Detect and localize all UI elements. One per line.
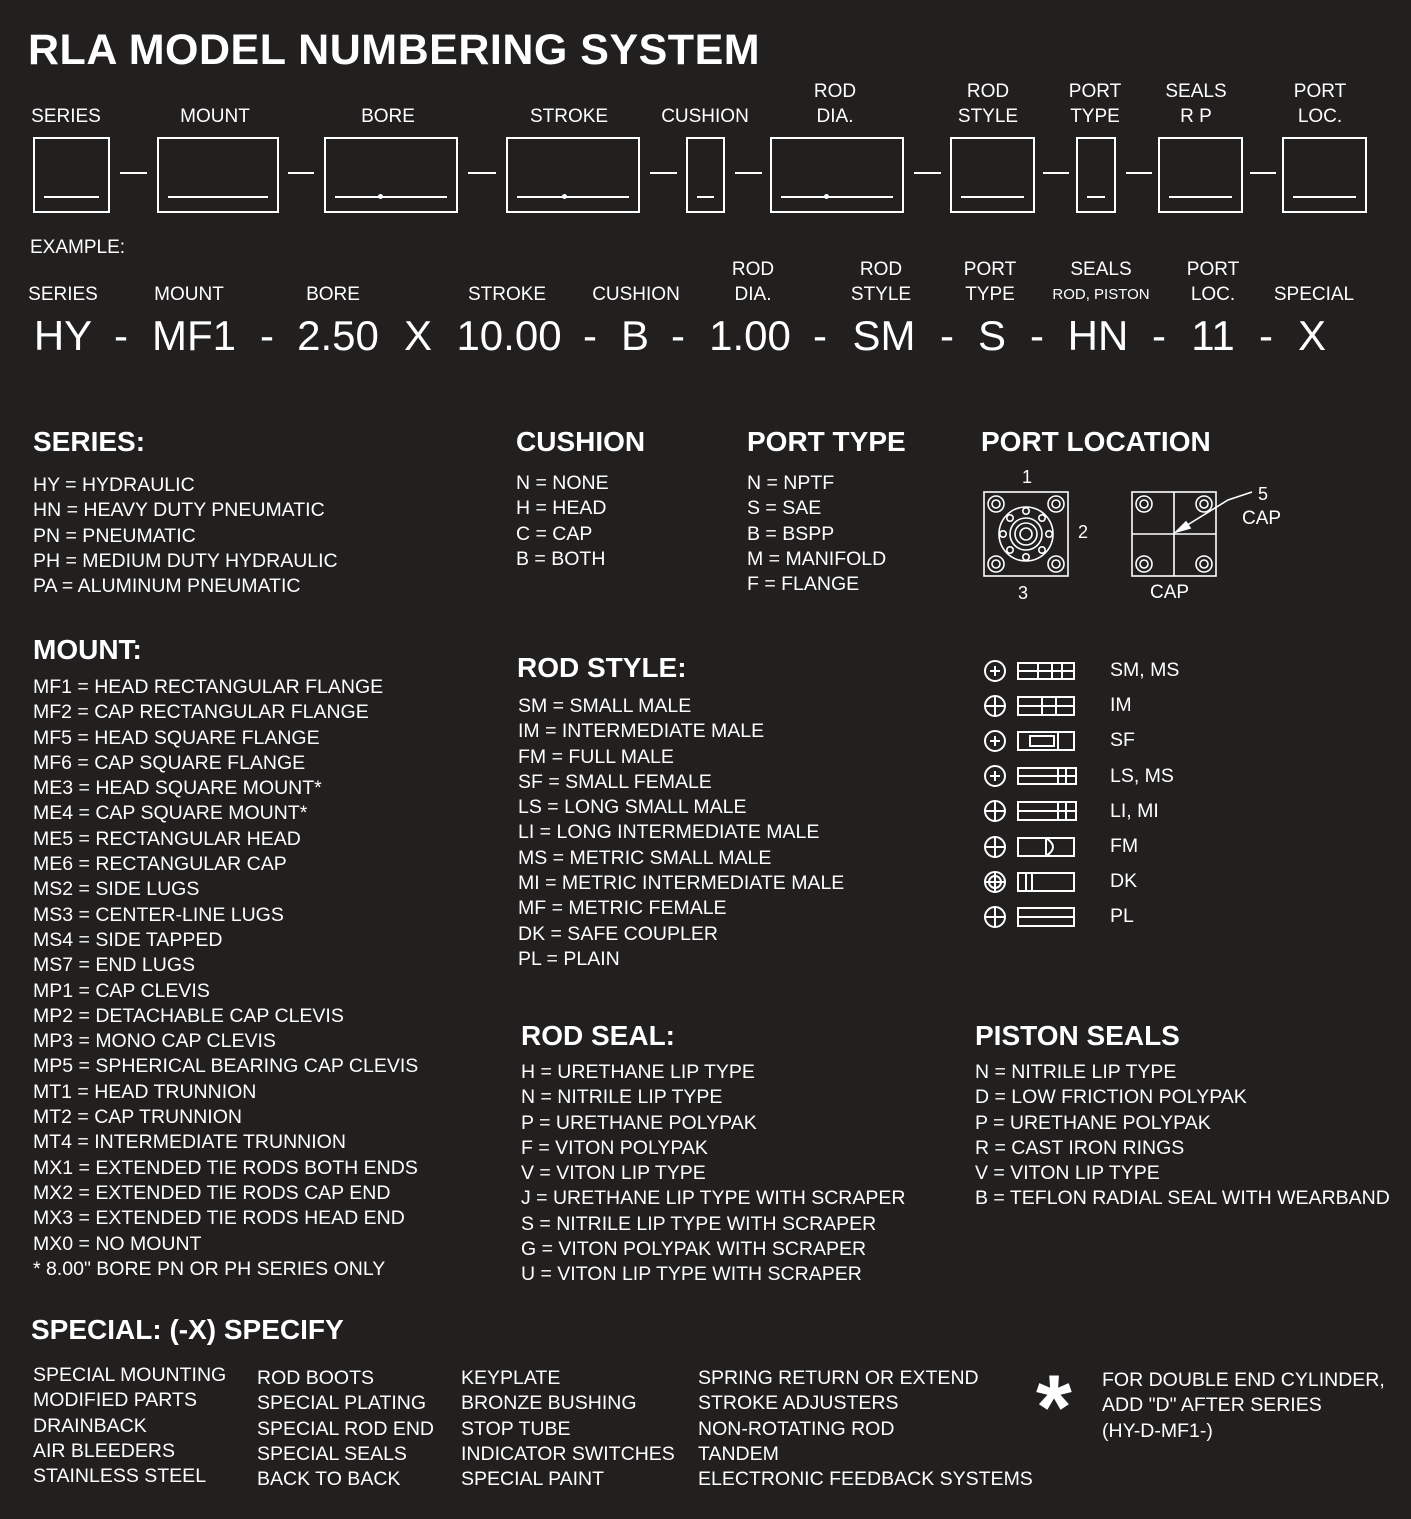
list-item: SPRING RETURN OR EXTEND [698, 1367, 979, 1389]
list-item: V = VITON LIP TYPE [975, 1162, 1160, 1185]
rod-diagram-row [982, 899, 1179, 934]
list-item: MX1 = EXTENDED TIE RODS BOTH ENDS [33, 1156, 418, 1179]
list-item: MS = METRIC SMALL MALE [518, 846, 772, 869]
rod-diagram-row [982, 653, 1179, 688]
bore-box [324, 137, 458, 213]
template-label: BORE [361, 106, 415, 127]
rod-diagram-label: SF [1110, 729, 1135, 752]
example-dash: - [260, 312, 274, 359]
list-item: PL = PLAIN [518, 947, 620, 970]
list-item: MF2 = CAP RECTANGULAR FLANGE [33, 701, 369, 724]
series-list [33, 473, 338, 599]
piston-seals-list [975, 1060, 1390, 1212]
port-type-box [1076, 137, 1116, 213]
list-item: C = CAP [516, 522, 593, 545]
template-label: MOUNT [180, 106, 250, 127]
list-item: DK = SAFE COUPLER [518, 922, 718, 945]
special-column [33, 1363, 226, 1489]
example-label: SPECIAL [1273, 284, 1355, 305]
list-item: BACK TO BACK [257, 1468, 401, 1491]
example-token: 1.00 [709, 312, 791, 359]
list-item: MT4 = INTERMEDIATE TRUNNION [33, 1131, 346, 1154]
asterisk-icon: * [1036, 1357, 1072, 1459]
list-item: J = URETHANE LIP TYPE WITH SCRAPER [521, 1187, 906, 1210]
list-item: BRONZE BUSHING [461, 1392, 637, 1415]
seals-box [1158, 137, 1243, 213]
list-item: N = NPTF [747, 472, 835, 494]
rod-style-diagrams [982, 653, 1179, 935]
list-item: LS = LONG SMALL MALE [518, 796, 747, 819]
page-title: RLA MODEL NUMBERING SYSTEM [28, 26, 761, 74]
list-item: TANDEM [698, 1442, 779, 1465]
mount-heading: MOUNT: [33, 634, 142, 665]
list-item: F = FLANGE [747, 573, 860, 596]
list-item: S = NITRILE LIP TYPE WITH SCRAPER [521, 1212, 877, 1235]
list-item: PA = ALUMINUM PNEUMATIC [33, 575, 301, 598]
rod-end-im-icon [982, 693, 1080, 719]
note-line: FOR DOUBLE END CYLINDER, [1102, 1369, 1385, 1391]
list-item: MX3 = EXTENDED TIE RODS HEAD END [33, 1207, 405, 1230]
list-item: IM = INTERMEDIATE MALE [518, 720, 765, 743]
rod-diagram-label: LI, MI [1110, 799, 1159, 822]
list-item: SF = SMALL FEMALE [518, 770, 712, 793]
example-token: MF1 [152, 312, 236, 359]
list-item: ME4 = CAP SQUARE MOUNT* [33, 802, 308, 825]
example-label: PORT LOC. [1186, 259, 1240, 305]
list-item: HY = HYDRAULIC [33, 474, 195, 496]
template-label: PORT TYPE [1068, 81, 1122, 127]
template-label: ROD STYLE [957, 81, 1019, 127]
example-label: SERIES [28, 284, 98, 305]
list-item: D = LOW FRICTION POLYPAK [975, 1086, 1247, 1109]
list-item: LI = LONG INTERMEDIATE MALE [518, 821, 820, 844]
example-label: ROD DIA. [731, 259, 775, 305]
separator-dash [914, 172, 941, 174]
rod-diagram-row [982, 723, 1179, 758]
list-item: SPECIAL PAINT [461, 1468, 605, 1491]
list-item: MI = METRIC INTERMEDIATE MALE [518, 872, 845, 895]
example-label: MOUNT [154, 284, 224, 305]
list-item: KEYPLATE [461, 1367, 561, 1389]
list-item: ME6 = RECTANGULAR CAP [33, 853, 287, 876]
list-item: MT2 = CAP TRUNNION [33, 1106, 242, 1129]
example-token: HY [33, 312, 93, 359]
list-item: FM = FULL MALE [518, 745, 674, 768]
special-column [461, 1366, 675, 1492]
rod-style-list [518, 694, 844, 972]
rod-diagram-label: IM [1110, 694, 1132, 717]
port-location-heading: PORT LOCATION [981, 426, 1211, 457]
list-item: R = CAST IRON RINGS [975, 1136, 1185, 1159]
list-item: ME5 = RECTANGULAR HEAD [33, 827, 301, 850]
cap-end-diagram [1128, 488, 1258, 580]
list-item: V = VITON LIP TYPE [521, 1162, 706, 1185]
example-token: 2.50 [297, 312, 379, 359]
list-item: SPECIAL PLATING [257, 1392, 427, 1415]
rod-end-ls-icon [982, 763, 1080, 789]
example-dash: - [114, 312, 128, 359]
rod-end-pl-icon [982, 904, 1080, 930]
double-end-note [1102, 1368, 1385, 1444]
port-type-heading: PORT TYPE [747, 426, 906, 457]
list-item: MF6 = CAP SQUARE FLANGE [33, 751, 306, 774]
example-label: SEALS ROD, PISTON [1052, 259, 1150, 303]
list-item: H = URETHANE LIP TYPE [521, 1061, 755, 1083]
list-item: NON-ROTATING ROD [698, 1417, 895, 1440]
list-item: N = NONE [516, 472, 609, 494]
list-item: MP5 = SPHERICAL BEARING CAP CLEVIS [33, 1055, 419, 1078]
list-item: G = VITON POLYPAK WITH SCRAPER [521, 1238, 867, 1261]
series-box [33, 137, 110, 213]
mount-box [157, 137, 279, 213]
rod-diagram-row [982, 794, 1179, 829]
template-label: SERIES [31, 106, 101, 127]
list-item: S = SAE [747, 497, 822, 520]
list-item: MODIFIED PARTS [33, 1389, 197, 1412]
separator-dash [1126, 172, 1152, 174]
list-item: STAINLESS STEEL [33, 1465, 207, 1488]
rod-diagram-label: LS, MS [1110, 764, 1174, 787]
list-item: B = BSPP [747, 522, 835, 545]
list-item: ME3 = HEAD SQUARE MOUNT* [33, 777, 322, 800]
rod-end-fm-icon [982, 834, 1080, 860]
piston-seals-heading: PISTON SEALS [975, 1020, 1180, 1051]
list-item: MX2 = EXTENDED TIE RODS CAP END [33, 1181, 391, 1204]
rod-diagram-row [982, 864, 1179, 899]
template-label: SEALS R P [1165, 81, 1227, 127]
list-item: SPECIAL ROD END [257, 1417, 434, 1440]
rod-style-heading: ROD STYLE: [517, 652, 687, 683]
note-line: ADD "D" AFTER SERIES [1102, 1394, 1322, 1417]
separator-dash [468, 172, 496, 174]
rod-diagram-label: FM [1110, 835, 1139, 858]
separator-dash [650, 172, 677, 174]
example-label: BORE [306, 284, 360, 305]
cushion-list [516, 471, 609, 572]
port-loc-number-1: 1 [1022, 467, 1033, 487]
rod-diagram-label: PL [1110, 905, 1134, 928]
example-token: X [403, 312, 433, 359]
list-item: HN = HEAVY DUTY PNEUMATIC [33, 499, 325, 522]
example-token: SM [852, 312, 916, 359]
special-heading: SPECIAL: (-X) SPECIFY [31, 1314, 344, 1345]
list-item: M = MANIFOLD [747, 547, 887, 570]
example-dash: - [940, 312, 954, 359]
example-dash: - [671, 312, 685, 359]
special-column [257, 1366, 434, 1492]
template-label: STROKE [529, 106, 609, 127]
example-heading: EXAMPLE: [30, 237, 126, 258]
list-item: DRAINBACK [33, 1414, 147, 1437]
list-item: MF1 = HEAD RECTANGULAR FLANGE [33, 676, 384, 698]
example-label: PORT TYPE [963, 259, 1017, 305]
example-dash: - [1030, 312, 1044, 359]
note-line: (HY-D-MF1-) [1102, 1419, 1213, 1442]
cap-end-label: CAP [1150, 582, 1190, 603]
list-item: B = BOTH [516, 547, 606, 570]
port-loc-box [1282, 137, 1367, 213]
port-loc-number-3: 3 [1018, 583, 1029, 603]
rod-dia-box [770, 137, 904, 213]
example-dash: - [813, 312, 827, 359]
template-label: CUSHION [661, 106, 749, 127]
list-item: MT1 = HEAD TRUNNION [33, 1080, 257, 1103]
separator-dash [1250, 172, 1276, 174]
mount-list [33, 675, 418, 1282]
special-column [698, 1366, 1033, 1492]
rod-end-sm-icon [982, 658, 1080, 684]
list-item: P = URETHANE POLYPAK [975, 1111, 1211, 1134]
list-item: MF = METRIC FEMALE [518, 897, 727, 920]
list-item: MS2 = SIDE LUGS [33, 878, 200, 901]
port-type-list [747, 471, 886, 597]
series-heading: SERIES: [33, 426, 146, 457]
separator-dash [1043, 172, 1069, 174]
rod-style-box [950, 137, 1035, 213]
list-item: PN = PNEUMATIC [33, 524, 196, 547]
list-item: MF5 = HEAD SQUARE FLANGE [33, 726, 320, 749]
mount-footnote: * 8.00" BORE PN OR PH SERIES ONLY [33, 1257, 386, 1280]
stroke-box [506, 137, 640, 213]
list-item: PH = MEDIUM DUTY HYDRAULIC [33, 549, 338, 572]
list-item: MX0 = NO MOUNT [33, 1232, 202, 1255]
list-item: SPECIAL SEALS [257, 1442, 407, 1465]
example-dash: - [1152, 312, 1166, 359]
rod-diagram-row [982, 688, 1179, 723]
cushion-heading: CUSHION [516, 426, 646, 457]
example-token: HN [1067, 312, 1129, 359]
list-item: H = HEAD [516, 497, 607, 520]
rod-end-sf-icon [982, 728, 1080, 754]
list-item: AIR BLEEDERS [33, 1439, 175, 1462]
list-item: SPECIAL MOUNTING [33, 1364, 227, 1386]
port-loc-number-5: 5 [1258, 484, 1269, 504]
list-item: P = URETHANE POLYPAK [521, 1111, 757, 1134]
list-item: MP2 = DETACHABLE CAP CLEVIS [33, 1004, 344, 1027]
separator-dash [735, 172, 762, 174]
example-dash: - [1259, 312, 1273, 359]
rod-diagram-label: DK [1110, 870, 1138, 893]
rod-diagram-row [982, 759, 1179, 794]
port-loc-cap-label: CAP [1242, 508, 1282, 529]
rod-seal-heading: ROD SEAL: [521, 1020, 675, 1051]
example-dash: - [583, 312, 597, 359]
list-item: ROD BOOTS [257, 1367, 375, 1389]
list-item: INDICATOR SWITCHES [461, 1442, 675, 1465]
list-item: MP3 = MONO CAP CLEVIS [33, 1030, 276, 1053]
list-item: N = NITRILE LIP TYPE [521, 1086, 723, 1109]
list-item: F = VITON POLYPAK [521, 1136, 708, 1159]
list-item: MS4 = SIDE TAPPED [33, 928, 223, 951]
list-item: SM = SMALL MALE [518, 695, 692, 717]
rod-end-li-icon [982, 798, 1080, 824]
list-item: MP1 = CAP CLEVIS [33, 979, 210, 1002]
list-item: ELECTRONIC FEEDBACK SYSTEMS [698, 1468, 1033, 1491]
list-item: N = NITRILE LIP TYPE [975, 1061, 1177, 1083]
example-token: 10.00 [456, 312, 562, 359]
example-token: 11 [1191, 312, 1235, 359]
example-token: S [977, 312, 1007, 359]
separator-dash [288, 172, 314, 174]
rod-diagram-label: SM, MS [1110, 659, 1180, 682]
list-item: MS3 = CENTER-LINE LUGS [33, 903, 284, 926]
list-item: STOP TUBE [461, 1417, 571, 1440]
head-end-diagram [980, 488, 1072, 580]
cushion-box [686, 137, 725, 213]
template-label: PORT LOC. [1293, 81, 1347, 127]
example-label: CUSHION [592, 284, 680, 305]
rod-seal-list [521, 1060, 906, 1288]
port-loc-number-2: 2 [1078, 522, 1089, 542]
rod-diagram-row [982, 829, 1179, 864]
template-label: ROD DIA. [813, 81, 857, 127]
rod-end-dk-icon [982, 869, 1080, 895]
list-item: STROKE ADJUSTERS [698, 1392, 899, 1415]
example-label: ROD STYLE [850, 259, 912, 305]
separator-dash [120, 172, 147, 174]
example-token: X [1297, 312, 1327, 359]
list-item: MS7 = END LUGS [33, 954, 196, 977]
example-token: B [620, 312, 650, 359]
list-item: B = TEFLON RADIAL SEAL WITH WEARBAND [975, 1187, 1390, 1210]
example-label: STROKE [467, 284, 547, 305]
list-item: U = VITON LIP TYPE WITH SCRAPER [521, 1263, 862, 1286]
